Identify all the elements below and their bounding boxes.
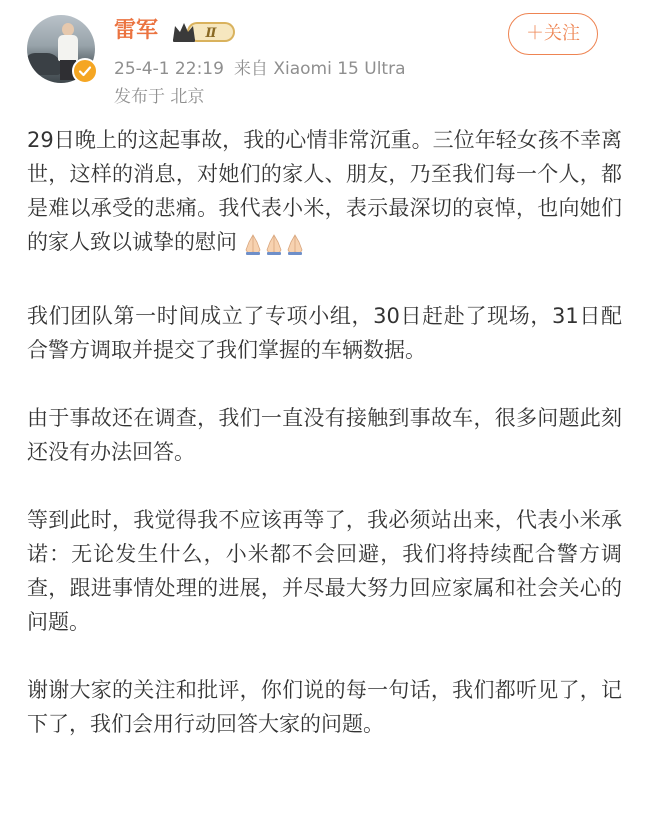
post-location: 发布于 北京 — [114, 87, 205, 107]
post-time: 25-4-1 22:19 — [114, 59, 224, 79]
source-device[interactable]: Xiaomi 15 Ultra — [273, 59, 406, 79]
post-header — [0, 0, 646, 120]
folded-hands-icon — [264, 233, 284, 255]
crown-level-icon — [171, 20, 237, 44]
paragraph-3: 由于事故还在调查，我们一直没有接触到事故车，很多问题此刻还没有办法回答。 — [27, 406, 622, 464]
paragraph-1: 29日晚上的这起事故，我的心情非常沉重。三位年轻女孩不幸离世，这样的消息，对她们的家人、朋友，乃至我们每一个人，都是难以承受的悲痛。我代表小米，表示最深切的哀悼，也向她们的家人致以诚挚的慰问 — [27, 123, 622, 265]
verified-icon — [72, 58, 98, 84]
follow-button[interactable]: ＋关注 — [508, 13, 598, 55]
folded-hands-icon — [243, 233, 263, 255]
post-content — [27, 123, 622, 775]
post-meta — [114, 57, 406, 81]
username[interactable]: 雷军 — [114, 18, 159, 43]
avatar-car-shape — [27, 53, 61, 75]
level-number: Ⅱ — [205, 26, 217, 41]
paragraph-2: 我们团队第一时间成立了专项小组，30日赶赴了现场，31日配合警方调取并提交了我们掌握的车辆数据。 — [27, 304, 622, 362]
source-prefix: 来自 — [233, 59, 268, 79]
folded-hands-icon — [285, 233, 305, 255]
emoji-row — [243, 231, 306, 265]
paragraph-5: 谢谢大家的关注和批评，你们说的每一句话，我们都听见了，记下了，我们会用行动回答大家的问题。 — [27, 678, 622, 736]
paragraph-4: 等到此时，我觉得我不应该再等了，我必须站出来，代表小米承诺：无论发生什么，小米都不会回避，我们将持续配合警方调查，跟进事情处理的进展，并尽最大努力回应家属和社会关心的问题。 — [27, 508, 622, 634]
